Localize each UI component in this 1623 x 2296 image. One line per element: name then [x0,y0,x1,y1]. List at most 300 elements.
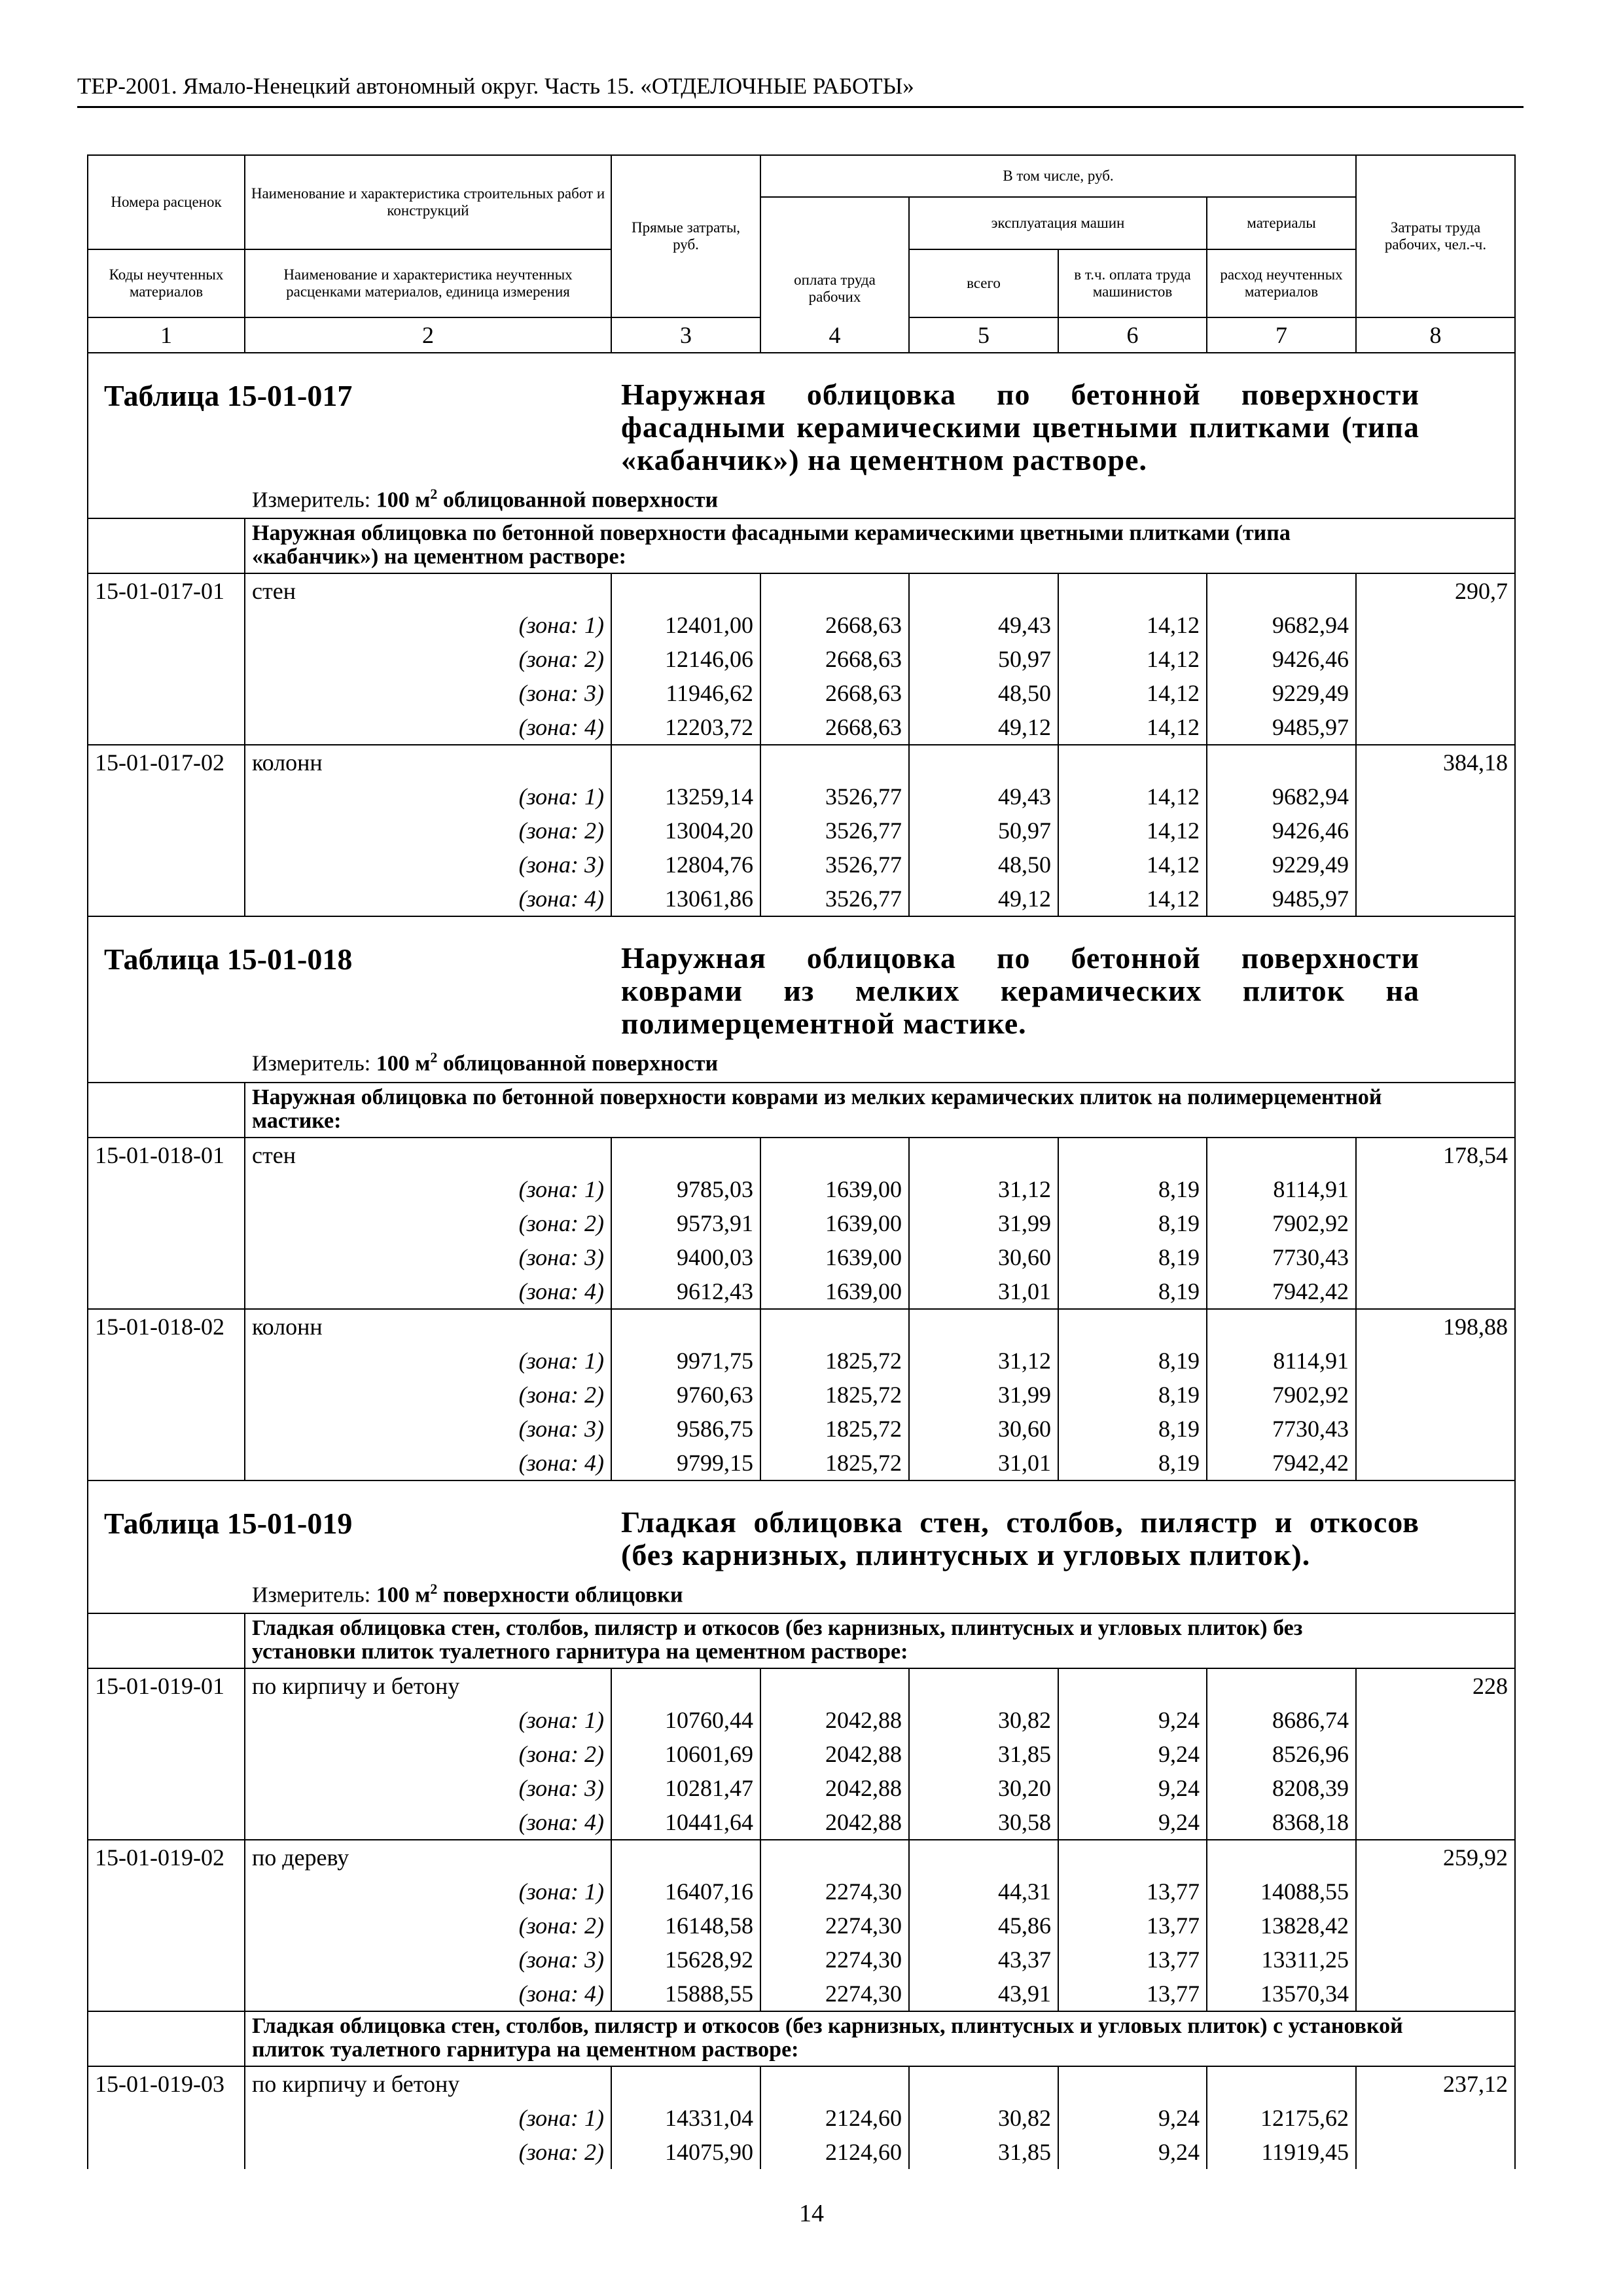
zone-label: (зона: 2) [245,814,611,848]
machines-total: 31,12 [909,1172,1058,1206]
worker-pay: 3526,77 [760,848,909,882]
column-number: 2 [245,317,611,353]
rate-name: по кирпичу и бетону [245,1668,611,1703]
measure-suffix: облицованной поверхности [442,1051,719,1076]
group-title: Наружная облицовка по бетонной поверхности коврами из мелких керамических плиток на полимерцементной мастике: [245,1083,1515,1138]
rate-code: 15-01-017-02 [88,745,245,780]
empty-cell [1058,2066,1207,2101]
machines-total: 30,82 [909,2101,1058,2135]
empty-cell [88,1737,245,1771]
machinist-pay: 8,19 [1058,1206,1207,1240]
materials: 13311,25 [1207,1943,1356,1977]
direct-costs: 9586,75 [611,1412,760,1446]
worker-pay: 2274,30 [760,1909,909,1943]
measure-row [88,1571,1515,1613]
machinist-pay: 9,24 [1058,2135,1207,2169]
empty-cell [1207,1309,1356,1344]
empty-cell [611,745,760,780]
empty-cell [88,1206,245,1240]
empty-cell [88,1412,245,1446]
group-code-blank [88,2011,245,2066]
empty-cell [88,710,245,745]
empty-cell [909,745,1058,780]
zone-row [88,2101,1515,2135]
column-number: 4 [760,317,909,353]
rate-name: по кирпичу и бетону [245,2066,611,2101]
machines-total: 31,99 [909,1378,1058,1412]
empty-cell [909,1309,1058,1344]
zone-row [88,1172,1515,1206]
worker-pay: 2042,88 [760,1737,909,1771]
empty-cell [88,848,245,882]
worker-pay: 3526,77 [760,882,909,916]
direct-costs: 9760,63 [611,1378,760,1412]
zone-row [88,1412,1515,1446]
table-label: Таблица 15-01-019 [104,1506,353,1540]
empty-cell [909,1840,1058,1874]
machinist-pay: 13,77 [1058,1977,1207,2011]
direct-costs: 14075,90 [611,2135,760,2169]
rate-code: 15-01-019-01 [88,1668,245,1703]
materials: 9229,49 [1207,676,1356,710]
rate-row [88,1668,1515,1703]
rate-code: 15-01-018-02 [88,1309,245,1344]
machinist-pay: 13,77 [1058,1909,1207,1943]
materials: 8368,18 [1207,1805,1356,1840]
zone-row [88,1344,1515,1378]
materials: 9682,94 [1207,608,1356,642]
worker-pay: 2668,63 [760,642,909,676]
group-code-blank [88,518,245,573]
worker-pay: 1639,00 [760,1206,909,1240]
section-title-row [88,353,1515,476]
empty-cell [88,608,245,642]
zone-label: (зона: 1) [245,1874,611,1909]
measure-prefix: Измеритель: [252,1051,371,1076]
materials: 13570,34 [1207,1977,1356,2011]
zone-row [88,882,1515,916]
zone-row [88,1943,1515,1977]
empty-cell [88,1909,245,1943]
rate-row [88,745,1515,780]
machines-total: 31,85 [909,2135,1058,2169]
labor-cost: 237,12 [1356,2066,1515,2101]
direct-costs: 15888,55 [611,1977,760,2011]
empty-cell [1356,2101,1515,2135]
direct-costs: 10760,44 [611,1703,760,1737]
worker-pay: 3526,77 [760,814,909,848]
labor-cost: 384,18 [1356,745,1515,780]
machinist-pay: 13,77 [1058,1943,1207,1977]
empty-cell [1356,1737,1515,1771]
empty-cell [1356,1274,1515,1309]
header-group-incl: В том числе, руб. [760,155,1356,197]
rate-name: стен [245,1138,611,1172]
rate-code: 15-01-019-03 [88,2066,245,2101]
empty-cell [1356,1909,1515,1943]
worker-pay: 2668,63 [760,710,909,745]
zone-row [88,676,1515,710]
labor-cost: 228 [1356,1668,1515,1703]
table-title: Наружная облицовка по бетонной поверхности коврами из мелких керамических плиток на полимерцементной мастике. [621,941,1419,1041]
header-col4: оплата труда рабочих [760,197,909,317]
empty-cell [1356,1172,1515,1206]
machines-total: 31,85 [909,1737,1058,1771]
section-title [88,1480,1515,1571]
measure-unit [88,1040,1515,1082]
rate-row [88,1840,1515,1874]
header-col2-top: Наименование и характеристика строительных работ и конструкций [245,155,611,249]
direct-costs: 9612,43 [611,1274,760,1309]
zone-label: (зона: 3) [245,848,611,882]
machinist-pay: 14,12 [1058,608,1207,642]
rate-name: стен [245,573,611,608]
worker-pay: 2274,30 [760,1977,909,2011]
header-col7: расход неучтенных материалов [1207,249,1356,317]
machines-total: 30,60 [909,1240,1058,1274]
empty-cell [909,2066,1058,2101]
direct-costs: 9400,03 [611,1240,760,1274]
machines-total: 30,58 [909,1805,1058,1840]
machinist-pay: 9,24 [1058,2101,1207,2135]
direct-costs: 14331,04 [611,2101,760,2135]
materials: 9485,97 [1207,882,1356,916]
zone-label: (зона: 1) [245,1172,611,1206]
direct-costs: 12804,76 [611,848,760,882]
worker-pay: 2042,88 [760,1703,909,1737]
worker-pay: 2274,30 [760,1874,909,1909]
empty-cell [611,1138,760,1172]
direct-costs: 12401,00 [611,608,760,642]
empty-cell [1356,1378,1515,1412]
zone-label: (зона: 3) [245,676,611,710]
rate-row [88,2066,1515,2101]
group-title-row [88,1613,1515,1668]
section-title [88,353,1515,476]
header-col1-bottom: Коды неучтенных материалов [88,249,245,317]
rate-code: 15-01-017-01 [88,573,245,608]
empty-cell [1356,1412,1515,1446]
empty-cell [760,745,909,780]
empty-cell [611,573,760,608]
labor-cost: 259,92 [1356,1840,1515,1874]
empty-cell [88,1446,245,1480]
empty-cell [1058,1668,1207,1703]
measure-value: 100 м [376,1051,431,1076]
running-header: ТЕР-2001. Ямало-Ненецкий автономный округ. Часть 15. «ОТДЕЛОЧНЫЕ РАБОТЫ» [77,73,1524,108]
zone-label: (зона: 3) [245,1943,611,1977]
column-number: 6 [1058,317,1207,353]
measure-superscript: 2 [430,1049,438,1066]
materials: 8114,91 [1207,1172,1356,1206]
machines-total: 49,43 [909,608,1058,642]
empty-cell [88,1274,245,1309]
materials: 8114,91 [1207,1344,1356,1378]
zone-label: (зона: 4) [245,882,611,916]
machines-total: 48,50 [909,676,1058,710]
worker-pay: 1639,00 [760,1172,909,1206]
machinist-pay: 14,12 [1058,780,1207,814]
header-col8: Затраты труда рабочих, чел.-ч. [1356,155,1515,317]
direct-costs: 13004,20 [611,814,760,848]
zone-label: (зона: 2) [245,642,611,676]
empty-cell [1207,1138,1356,1172]
group-title: Наружная облицовка по бетонной поверхности фасадными керамическими цветными плитками (типа «кабанчик») на цементном растворе: [245,518,1515,573]
empty-cell [88,1977,245,2011]
direct-costs: 9971,75 [611,1344,760,1378]
worker-pay: 3526,77 [760,780,909,814]
rate-name: колонн [245,1309,611,1344]
measure-suffix: облицованной поверхности [442,488,719,512]
zone-label: (зона: 2) [245,2135,611,2169]
empty-cell [760,1309,909,1344]
materials: 9229,49 [1207,848,1356,882]
empty-cell [1207,1668,1356,1703]
table-title: Наружная облицовка по бетонной поверхности фасадными керамическими цветными плитками (типа «кабанчик») на цементном растворе. [621,378,1419,476]
direct-costs: 13259,14 [611,780,760,814]
machines-total: 30,20 [909,1771,1058,1805]
machines-total: 45,86 [909,1909,1058,1943]
machinist-pay: 14,12 [1058,710,1207,745]
empty-cell [88,2101,245,2135]
empty-cell [1356,1943,1515,1977]
header-group-machines: эксплуатация машин [909,197,1207,249]
materials: 8686,74 [1207,1703,1356,1737]
group-code-blank [88,1613,245,1668]
rate-name: колонн [245,745,611,780]
materials: 8526,96 [1207,1737,1356,1771]
column-number: 1 [88,317,245,353]
machines-total: 31,01 [909,1274,1058,1309]
empty-cell [760,1840,909,1874]
zone-label: (зона: 3) [245,1771,611,1805]
worker-pay: 2124,60 [760,2135,909,2169]
empty-cell [88,1172,245,1206]
materials: 7730,43 [1207,1412,1356,1446]
zone-row [88,1977,1515,2011]
zone-label: (зона: 4) [245,1446,611,1480]
empty-cell [1356,710,1515,745]
machines-total: 43,91 [909,1977,1058,2011]
empty-cell [1058,1840,1207,1874]
rate-row [88,573,1515,608]
machinist-pay: 9,24 [1058,1771,1207,1805]
machines-total: 30,82 [909,1703,1058,1737]
labor-cost: 178,54 [1356,1138,1515,1172]
column-number: 7 [1207,317,1356,353]
empty-cell [88,1943,245,1977]
machines-total: 49,12 [909,710,1058,745]
table-title: Гладкая облицовка стен, столбов, пилястр и откосов (без карнизных, плинтусных и угловых плиток). [621,1505,1419,1571]
zone-row [88,2135,1515,2169]
materials: 7902,92 [1207,1206,1356,1240]
zone-label: (зона: 4) [245,710,611,745]
worker-pay: 2042,88 [760,1771,909,1805]
worker-pay: 1639,00 [760,1240,909,1274]
zone-label: (зона: 4) [245,1805,611,1840]
worker-pay: 2124,60 [760,2101,909,2135]
measure-prefix: Измеритель: [252,1582,371,1607]
empty-cell [1356,882,1515,916]
column-number: 3 [611,317,760,353]
machinist-pay: 14,12 [1058,814,1207,848]
direct-costs: 10441,64 [611,1805,760,1840]
measure-row [88,476,1515,518]
machines-total: 31,12 [909,1344,1058,1378]
section-title [88,916,1515,1040]
zone-label: (зона: 2) [245,1378,611,1412]
worker-pay: 1639,00 [760,1274,909,1309]
machinist-pay: 14,12 [1058,882,1207,916]
machinist-pay: 8,19 [1058,1446,1207,1480]
empty-cell [1207,745,1356,780]
zone-row [88,1378,1515,1412]
header-col3: Прямые затраты, руб. [611,155,760,317]
machinist-pay: 9,24 [1058,1703,1207,1737]
measure-value: 100 м [376,1582,431,1607]
empty-cell [1356,1240,1515,1274]
zone-row [88,1703,1515,1737]
zone-label: (зона: 3) [245,1412,611,1446]
direct-costs: 11946,62 [611,676,760,710]
measure-prefix: Измеритель: [252,488,371,512]
zone-row [88,1805,1515,1840]
rate-code: 15-01-018-01 [88,1138,245,1172]
empty-cell [1356,814,1515,848]
zone-row [88,1446,1515,1480]
group-title-row [88,1083,1515,1138]
empty-cell [1356,1446,1515,1480]
group-code-blank [88,1083,245,1138]
empty-cell [760,573,909,608]
direct-costs: 9573,91 [611,1206,760,1240]
machinist-pay: 8,19 [1058,1378,1207,1412]
group-title-row [88,518,1515,573]
empty-cell [88,882,245,916]
empty-cell [1356,1703,1515,1737]
empty-cell [1058,573,1207,608]
direct-costs: 9799,15 [611,1446,760,1480]
worker-pay: 2274,30 [760,1943,909,1977]
machines-total: 49,12 [909,882,1058,916]
group-title-row [88,2011,1515,2066]
header-col5: всего [909,249,1058,317]
group-title: Гладкая облицовка стен, столбов, пилястр и откосов (без карнизных, плинтусных и угловых плиток) с установкой плиток туалетного гарнитура на цементном растворе: [245,2011,1515,2066]
empty-cell [88,1240,245,1274]
materials: 13828,42 [1207,1909,1356,1943]
empty-cell [611,1840,760,1874]
empty-cell [760,1668,909,1703]
direct-costs: 12146,06 [611,642,760,676]
rate-name: по дереву [245,1840,611,1874]
empty-cell [88,780,245,814]
machines-total: 43,37 [909,1943,1058,1977]
header-col1-top: Номера расценок [88,155,245,249]
empty-cell [611,1668,760,1703]
table-label: Таблица 15-01-017 [104,379,353,412]
empty-cell [1356,2135,1515,2169]
materials: 14088,55 [1207,1874,1356,1909]
machines-total: 44,31 [909,1874,1058,1909]
empty-cell [88,1703,245,1737]
zone-row [88,1240,1515,1274]
measure-superscript: 2 [430,1580,438,1597]
zone-row [88,608,1515,642]
worker-pay: 1825,72 [760,1446,909,1480]
direct-costs: 12203,72 [611,710,760,745]
zone-row [88,1274,1515,1309]
direct-costs: 9785,03 [611,1172,760,1206]
machinist-pay: 8,19 [1058,1240,1207,1274]
table-header [88,155,1515,353]
empty-cell [1356,848,1515,882]
rates-table [87,154,1516,2169]
zone-row [88,814,1515,848]
zone-label: (зона: 4) [245,1977,611,2011]
column-number: 8 [1356,317,1515,353]
measure-suffix: поверхности облицовки [442,1582,683,1607]
worker-pay: 1825,72 [760,1344,909,1378]
direct-costs: 16407,16 [611,1874,760,1909]
direct-costs: 10601,69 [611,1737,760,1771]
zone-row [88,848,1515,882]
machinist-pay: 13,77 [1058,1874,1207,1909]
empty-cell [88,1771,245,1805]
machinist-pay: 8,19 [1058,1344,1207,1378]
machinist-pay: 14,12 [1058,642,1207,676]
zone-label: (зона: 4) [245,1274,611,1309]
empty-cell [88,814,245,848]
empty-cell [1356,608,1515,642]
materials: 7942,42 [1207,1446,1356,1480]
measure-superscript: 2 [430,486,438,502]
worker-pay: 1825,72 [760,1412,909,1446]
empty-cell [1207,2066,1356,2101]
zone-label: (зона: 3) [245,1240,611,1274]
machinist-pay: 14,12 [1058,848,1207,882]
header-group-materials: материалы [1207,197,1356,249]
empty-cell [1356,642,1515,676]
materials: 12175,62 [1207,2101,1356,2135]
empty-cell [760,1138,909,1172]
machines-total: 50,97 [909,814,1058,848]
worker-pay: 2042,88 [760,1805,909,1840]
empty-cell [1207,1840,1356,1874]
measure-value: 100 м [376,488,431,512]
header-col6: в т.ч. оплата труда машинистов [1058,249,1207,317]
group-title: Гладкая облицовка стен, столбов, пилястр и откосов (без карнизных, плинтусных и угловых плиток) без установки плиток туалетного гарнитура на цементном растворе: [245,1613,1515,1668]
measure-unit [88,1571,1515,1613]
zone-label: (зона: 2) [245,1206,611,1240]
machines-total: 31,99 [909,1206,1058,1240]
section-title-row [88,916,1515,1040]
zone-row [88,1737,1515,1771]
direct-costs: 16148,58 [611,1909,760,1943]
direct-costs: 13061,86 [611,882,760,916]
header-col2-bottom: Наименование и характеристика неучтенных расценками материалов, единица измерения [245,249,611,317]
section-title-row [88,1480,1515,1571]
zone-label: (зона: 2) [245,1737,611,1771]
worker-pay: 2668,63 [760,608,909,642]
zone-row [88,642,1515,676]
empty-cell [1356,1874,1515,1909]
materials: 8208,39 [1207,1771,1356,1805]
empty-cell [909,573,1058,608]
zone-row [88,1874,1515,1909]
zone-label: (зона: 1) [245,608,611,642]
materials: 9682,94 [1207,780,1356,814]
table-body [88,353,1515,2169]
